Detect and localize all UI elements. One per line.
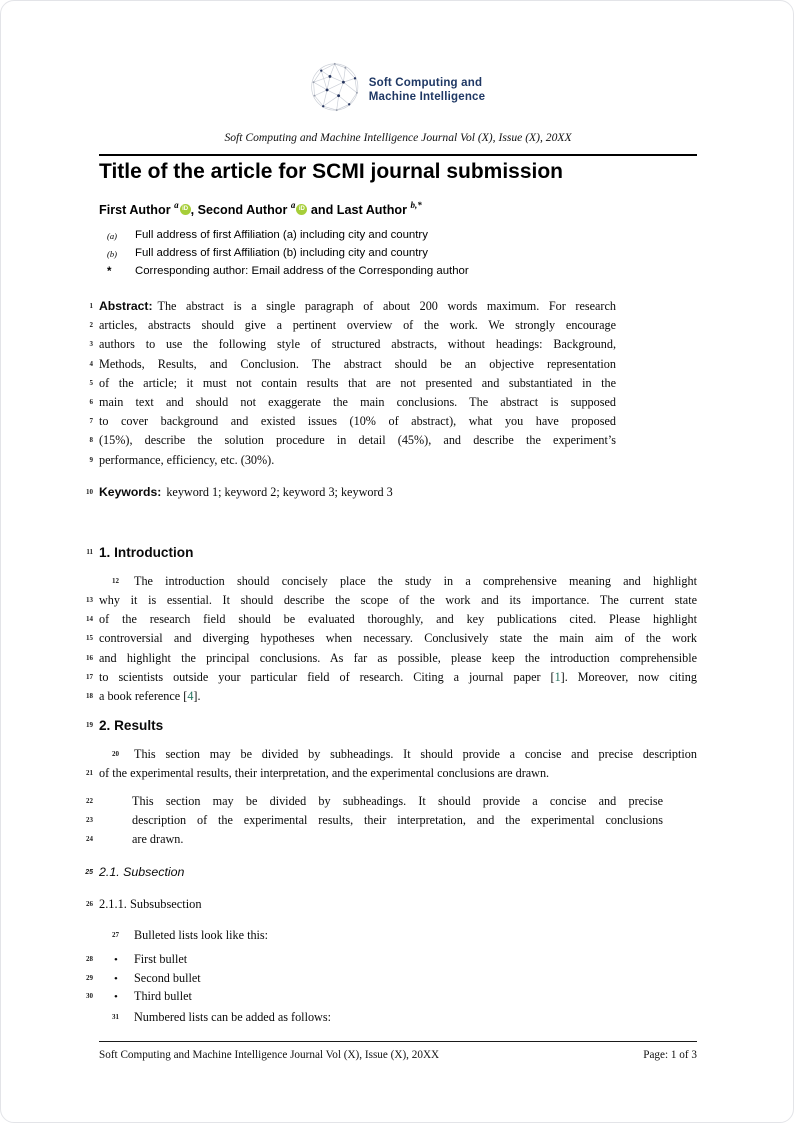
affiliation-row [107,227,667,245]
body-text: to scientists outside your particular field of research. Citing a journal paper [ [99,669,555,684]
author-name: Last Author [336,203,407,217]
bullet-list [86,950,697,1005]
author-affil-sup: a [174,200,179,210]
affiliation-text: Full address of first Affiliation (b) including city and country [135,247,428,260]
orcid-icon[interactable]: iD [180,204,191,215]
abstract-line [89,412,616,431]
line-number: 28 [86,955,93,964]
abstract-text: authors to use the following style of structured abstracts, without headings: Background, [99,337,616,352]
author-line [99,200,697,217]
line-number: 21 [86,769,93,778]
body-text: controversial and diverging hypotheses when necessary. Conclusively state the main aim of the work [99,631,697,646]
line-number: 15 [86,634,93,643]
bullet-item [86,969,697,987]
abstract-text: (15%), describe the solution procedure in detail (45%), and describe the experiment’s [99,433,616,448]
line-number: 24 [86,835,93,844]
line-number: 26 [86,900,93,909]
abstract-text: main text and should not exaggerate the main conclusions. The abstract is supposed [99,394,616,409]
abstract-line [89,431,616,450]
line-number: 31 [112,1013,119,1022]
line-number: 9 [89,455,93,464]
body-line [99,572,697,591]
footer-page-number: Page: 1 of 3 [643,1049,697,1061]
abstract-line [89,316,616,335]
line-number: 6 [89,397,93,406]
bullet-text: Second bullet [134,970,201,985]
page-footer [99,1049,697,1061]
line-number: 29 [86,973,93,982]
body-column [85,297,697,1028]
journal-logo [309,61,485,118]
body-text: ]. [193,689,201,703]
quote-block [86,792,697,850]
author-name: First Author [99,203,171,217]
abstract-label: Abstract: [99,299,153,313]
bullet-text: First bullet [134,952,188,967]
quote-line [86,811,663,830]
line-number: 8 [89,436,93,445]
abstract-line [89,335,616,354]
body-text: of the research field should be evaluated thoroughly, and key publications cited. Please highlight [99,612,697,627]
bullet-item [86,987,697,1005]
running-head: Soft Computing and Machine Intelligence Journal Vol (X), Issue (X), 20XX [224,131,572,144]
affiliation-row [107,245,667,263]
abstract-line [89,355,616,374]
quote-text: description of the experimental results, their interpretation, and the experimental conclusions [132,813,663,828]
citation-link[interactable]: 1 [554,669,561,684]
body-text: and highlight the principal conclusions. As far as possible, please keep the introduction comprehensible [99,650,697,665]
body-text: This section may be divided by subheadings. It should provide a concise and precise description [134,747,697,762]
abstract-text: Methods, Results, and Conclusion. The abstract should be an objective representation [99,356,616,371]
body-line [86,687,697,706]
author-affil-sup: b,* [410,200,422,210]
author-separator: and [307,203,337,217]
body-line [86,591,697,610]
abstract-line [89,393,616,412]
line-number: 27 [112,931,119,940]
citation-link[interactable]: 4 [187,689,194,703]
quote-text: are drawn. [132,832,184,847]
quote-line [86,830,663,849]
body-line [86,649,697,668]
section-heading-introduction [86,543,697,563]
logo-text-line1: Soft Computing and [368,76,483,89]
journal-logo-text [369,76,485,104]
abstract-line [89,451,616,470]
abstract-line [89,297,616,316]
abstract-text: performance, efficiency, etc. (30%). [99,452,275,467]
bullet-text: Third bullet [134,989,192,1004]
line-number: 22 [86,797,93,806]
affiliation-marker: (a) [107,231,117,241]
quote-text: This section may be divided by subheadings. It should provide a concise and precise [132,794,663,809]
abstract-text: to cover background and existed issues (10% of abstract), what you have proposed [99,414,616,429]
body-text: Numbered lists can be added as follows: [134,1010,331,1025]
quote-line [86,792,663,811]
footer-rule [99,1041,697,1042]
body-line [99,1008,697,1027]
body-line [86,764,697,783]
line-number: 17 [86,672,93,681]
footer-journal-line: Soft Computing and Machine Intelligence Journal Vol (X), Issue (X), 20XX [99,1049,440,1061]
line-number: 10 [86,487,93,496]
keywords-line [86,483,697,502]
line-number: 20 [112,750,119,759]
author-affil-sup: a [290,200,296,210]
section-heading-text: 1. Introduction [99,544,194,560]
subsubsection-text: 2.1.1. Subsubsection [99,897,202,912]
bullet-item [86,950,697,968]
body-line [99,745,697,764]
line-number: 4 [89,359,93,368]
subsection-text: 2.1. Subsection [99,865,185,880]
title-rule [99,154,697,156]
line-number: 16 [86,653,93,662]
abstract-text: The abstract is a single paragraph of about 200 words maximum. For research [157,299,616,313]
line-number: 18 [86,692,93,700]
subsubsection-heading [86,895,697,914]
affiliation-marker: (b) [107,249,117,260]
abstract-line [89,374,616,393]
line-number: 5 [89,378,93,387]
keywords-label: Keywords: [99,484,162,499]
body-line [86,668,697,687]
line-number: 2 [89,321,93,330]
line-number: 3 [89,340,93,349]
line-number: 23 [86,816,93,825]
line-number: 12 [112,576,119,585]
keywords-text: keyword 1; keyword 2; keyword 3; keyword 3 [166,484,393,499]
body-line [86,629,697,648]
corresponding-author-marker: * [107,266,112,279]
affiliation-text: Full address of first Affiliation (a) including city and country [135,229,428,241]
body-text: of the experimental results, their interpretation, and the experimental conclusions are drawn. [99,766,550,781]
body-text: why it is essential. It should describe the scope of the work and its importance. The current state [99,593,697,608]
results-paragraph [86,745,697,783]
line-number: 25 [85,869,93,877]
bullet-marker: • [114,954,118,967]
line-number: 19 [86,721,93,730]
line-number: 1 [89,302,93,310]
abstract-text: articles, abstracts should give a pertinent overview of the work. We strongly encourage [99,318,616,333]
affiliation-text: Corresponding author: Email address of the Corresponding author [135,265,469,278]
article-title: Title of the article for SCMI journal submission [99,160,564,183]
section-heading-text: 2. Results [99,718,164,734]
subsection-heading [85,863,697,882]
introduction-paragraph [86,572,697,706]
orcid-icon[interactable]: iD [296,204,307,215]
abstract-block [89,297,697,470]
logo-text-line2: Machine Intelligence [368,90,486,103]
affiliation-row [107,263,667,281]
abstract-text: of the article; it must not contain results that are not presented and substantiated in the [99,375,616,390]
section-heading-results [86,716,697,736]
author-name: Second Author [197,203,288,217]
body-text: ]. Moreover, now citing [560,669,697,684]
body-text: Bulleted lists look like this: [134,928,269,943]
bullet-marker: • [114,972,118,985]
author-separator: , [190,203,198,217]
body-text: a book reference [ [99,689,188,703]
bullet-marker: • [114,991,118,1004]
body-line [86,610,697,629]
body-text: The introduction should concisely place the study in a comprehensive meaning and highlight [134,573,697,588]
body-line [99,926,697,945]
line-number: 11 [86,547,93,556]
line-number: 14 [86,615,93,624]
line-number: 30 [86,992,93,1001]
line-number: 7 [89,417,93,426]
line-number: 13 [86,596,93,605]
affiliation-list [107,227,667,282]
network-sphere-icon [309,61,361,118]
